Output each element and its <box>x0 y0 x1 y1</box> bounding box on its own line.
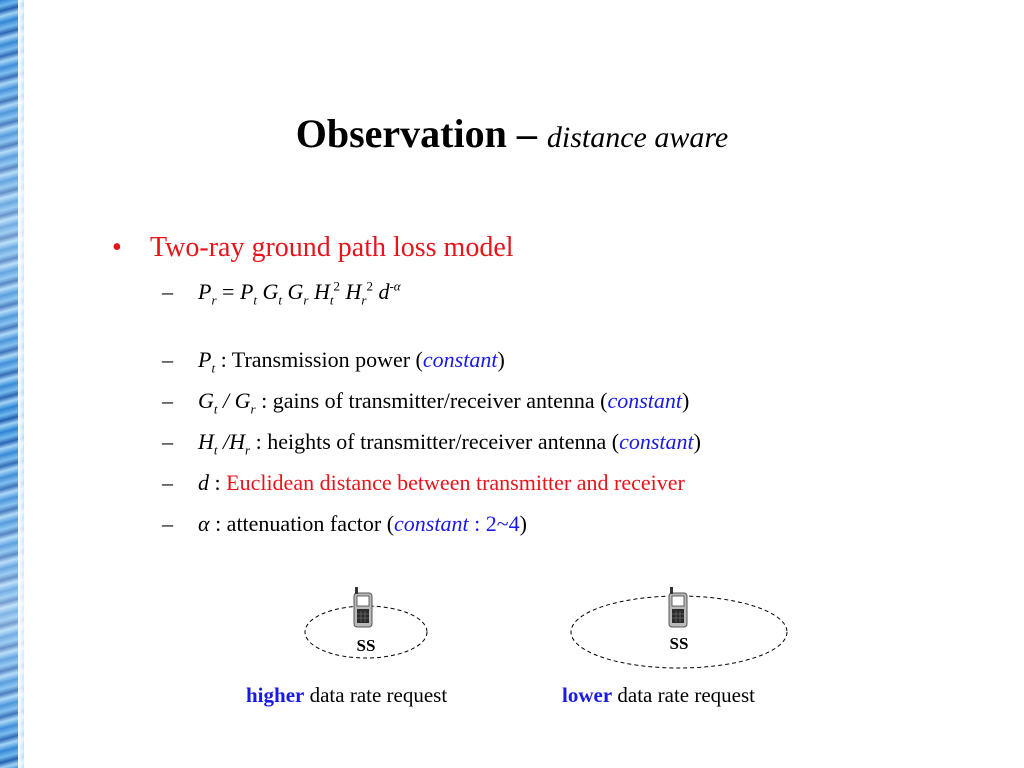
gain-slash: / <box>217 388 235 413</box>
formula-hr-sub: r <box>361 292 367 308</box>
gain-text: : gains of transmitter/receiver antenna ( <box>255 388 608 413</box>
gt-symbol-sub: t <box>213 401 218 417</box>
formula-hr-sup: 2 <box>366 278 373 294</box>
ss-label: SS <box>669 634 689 653</box>
phone-icon <box>354 587 372 627</box>
gr-symbol-sub: r <box>250 401 256 417</box>
height-text: : heights of transmitter/receiver antenna ( <box>250 429 620 454</box>
slide-title <box>0 110 1024 162</box>
formula-gt: G <box>262 279 279 304</box>
height-slash: / <box>217 429 230 454</box>
title-main: Observation <box>295 111 507 156</box>
formula-ht-sub: t <box>329 292 334 308</box>
alpha-range: : 2~4 <box>468 511 520 536</box>
caption-lower <box>562 682 755 708</box>
height-close: ) <box>693 429 701 454</box>
alpha-text: : attenuation factor ( <box>209 511 395 536</box>
caption-higher-bold: higher <box>246 683 305 707</box>
pt-constant: constant <box>422 347 498 372</box>
d-symbol: d <box>198 470 209 495</box>
title-separator: – <box>506 111 547 156</box>
dash-marker: – <box>162 470 173 495</box>
title-subtitle: distance aware <box>546 121 729 154</box>
ss-label: SS <box>356 636 376 655</box>
formula-d: d <box>378 279 390 304</box>
pt-symbol-sub: t <box>211 360 216 376</box>
gain-constant: constant <box>607 388 683 413</box>
d-colon: : <box>209 470 227 495</box>
hr-symbol: H <box>229 429 246 454</box>
hr-symbol-sub: r <box>245 442 251 458</box>
dash-marker: – <box>162 279 173 304</box>
dash-marker: – <box>162 388 173 413</box>
height-definition <box>162 427 701 457</box>
formula-gr-sub: r <box>303 292 309 308</box>
alpha-symbol: α <box>198 511 210 536</box>
pt-definition <box>162 345 505 375</box>
phone-icon <box>669 587 687 627</box>
gt-symbol: G <box>198 388 214 413</box>
diagram-short-range <box>300 585 432 661</box>
alpha-constant: constant <box>394 511 469 536</box>
dash-marker: – <box>162 347 173 372</box>
pt-text: : Transmission power ( <box>215 347 423 372</box>
caption-higher <box>246 682 447 708</box>
pt-symbol: P <box>198 347 212 372</box>
gain-definition <box>162 386 689 416</box>
formula-ht: H <box>313 279 330 304</box>
formula-pt-sub: t <box>253 292 258 308</box>
caption-higher-rest: data rate request <box>304 683 448 707</box>
height-constant: constant <box>619 429 694 454</box>
bullet-text: Two-ray ground path loss model <box>150 232 514 263</box>
distance-definition <box>162 468 685 498</box>
distance-text: Euclidean distance between transmitter and receiver <box>226 470 685 495</box>
dash-marker: – <box>162 511 173 536</box>
formula-line <box>162 277 401 307</box>
ht-symbol-sub: t <box>213 442 218 458</box>
formula-hr: H <box>345 279 362 304</box>
formula-eq: = <box>216 279 240 304</box>
ht-symbol: H <box>198 429 214 454</box>
diagram-long-range <box>567 585 795 673</box>
caption-lower-rest: data rate request <box>612 683 755 707</box>
bullet-marker: • <box>112 232 122 263</box>
alpha-definition <box>162 509 527 539</box>
alpha-close: ) <box>519 511 527 536</box>
dash-marker: – <box>162 429 173 454</box>
bullet-two-ray-model <box>112 230 514 266</box>
formula-pt: P <box>239 279 254 304</box>
formula-d-sup: -α <box>389 278 401 294</box>
pt-close: ) <box>497 347 505 372</box>
formula-ht-sup: 2 <box>333 278 340 294</box>
gain-close: ) <box>682 388 690 413</box>
caption-lower-bold: lower <box>562 683 613 707</box>
formula-pr: P <box>198 279 212 304</box>
formula-gt-sub: t <box>278 292 283 308</box>
gr-symbol: G <box>234 388 251 413</box>
formula-pr-sub: r <box>211 292 217 308</box>
formula-gr: G <box>287 279 304 304</box>
